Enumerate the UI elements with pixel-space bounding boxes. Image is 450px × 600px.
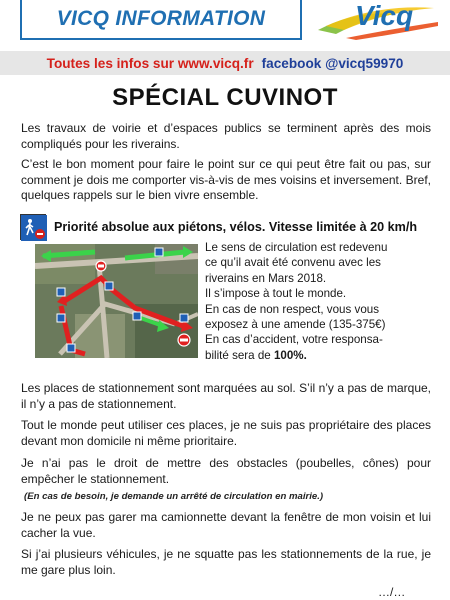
side-line: En cas de non respect, vous vous [205, 302, 380, 316]
map-side-text [205, 240, 435, 363]
paragraph-context: C’est le bon moment pour faire le point sur ce qui peut être fait ou pas, sur comment je dois me comporter vis-à-vis de mes voisins et inversement. Bref, quelques rappels sur le bien vivre ensemble. [21, 157, 431, 202]
facebook-link[interactable]: facebook @vicq59970 [261, 55, 404, 71]
page-title: SPÉCIAL CUVINOT [112, 84, 338, 111]
header-title: VICQ INFORMATION [56, 7, 266, 30]
vicq-logo-text: Vicq [355, 0, 414, 31]
website-link[interactable]: Toutes les infos sur www.vicq.fr [46, 55, 254, 71]
side-line-last [205, 348, 435, 363]
paragraph-van: Je ne peux pas garer ma camionnette devant la fenêtre de mon voisin et lui cacher la vue. [21, 510, 431, 540]
paragraph-parking-shared: Tout le monde peut utiliser ces places, je ne suis pas propriétaire des places devant mon domicile ni même prioritaire. [21, 418, 431, 448]
links-bar [0, 51, 450, 75]
paragraph-parking-marks: Les places de stationnement sont marquées au sol. S’il n’y a pas de marque, il n’y a pas de stationnement. [21, 381, 431, 411]
continued-marker: …/… [378, 585, 406, 599]
side-line: Le sens de circulation est redevenu [205, 241, 388, 254]
side-line: riverains en Mars 2018. [205, 271, 327, 285]
side-last-prefix: bilité sera de [205, 348, 274, 362]
priority-text: Priorité absolue aux piétons, vélos. Vitesse limitée à 20 km/h [54, 220, 418, 234]
side-line: Il s’impose à tout le monde. [205, 287, 347, 301]
paragraph-intro: Les travaux de voirie et d’espaces publics se terminent après des mois compliqués pour les riverains. [21, 121, 431, 151]
note-arrete: (En cas de besoin, je demande un arrêté de circulation en mairie.) [24, 491, 324, 502]
pedestrian-zone-sign-icon [20, 214, 46, 240]
paragraph-vehicles: Si j’ai plusieurs véhicules, je ne squatte pas les stationnements de la rue, je me gare plus loin. [21, 547, 431, 577]
side-line: ce qu’il avait été convenu avec les [205, 256, 381, 270]
street-map-image [35, 244, 198, 358]
priority-heading [20, 214, 435, 240]
side-last-strong: 100%. [273, 348, 307, 362]
paragraph-obstacles: Je n’ai pas le droit de mettre des obstacles (poubelles, cônes) pour empêcher le stationnement. [21, 456, 431, 486]
header-box [20, 0, 302, 40]
side-line: En cas d’accident, votre responsa- [205, 333, 383, 347]
side-line: exposez à une amende (135-375€) [205, 318, 386, 332]
